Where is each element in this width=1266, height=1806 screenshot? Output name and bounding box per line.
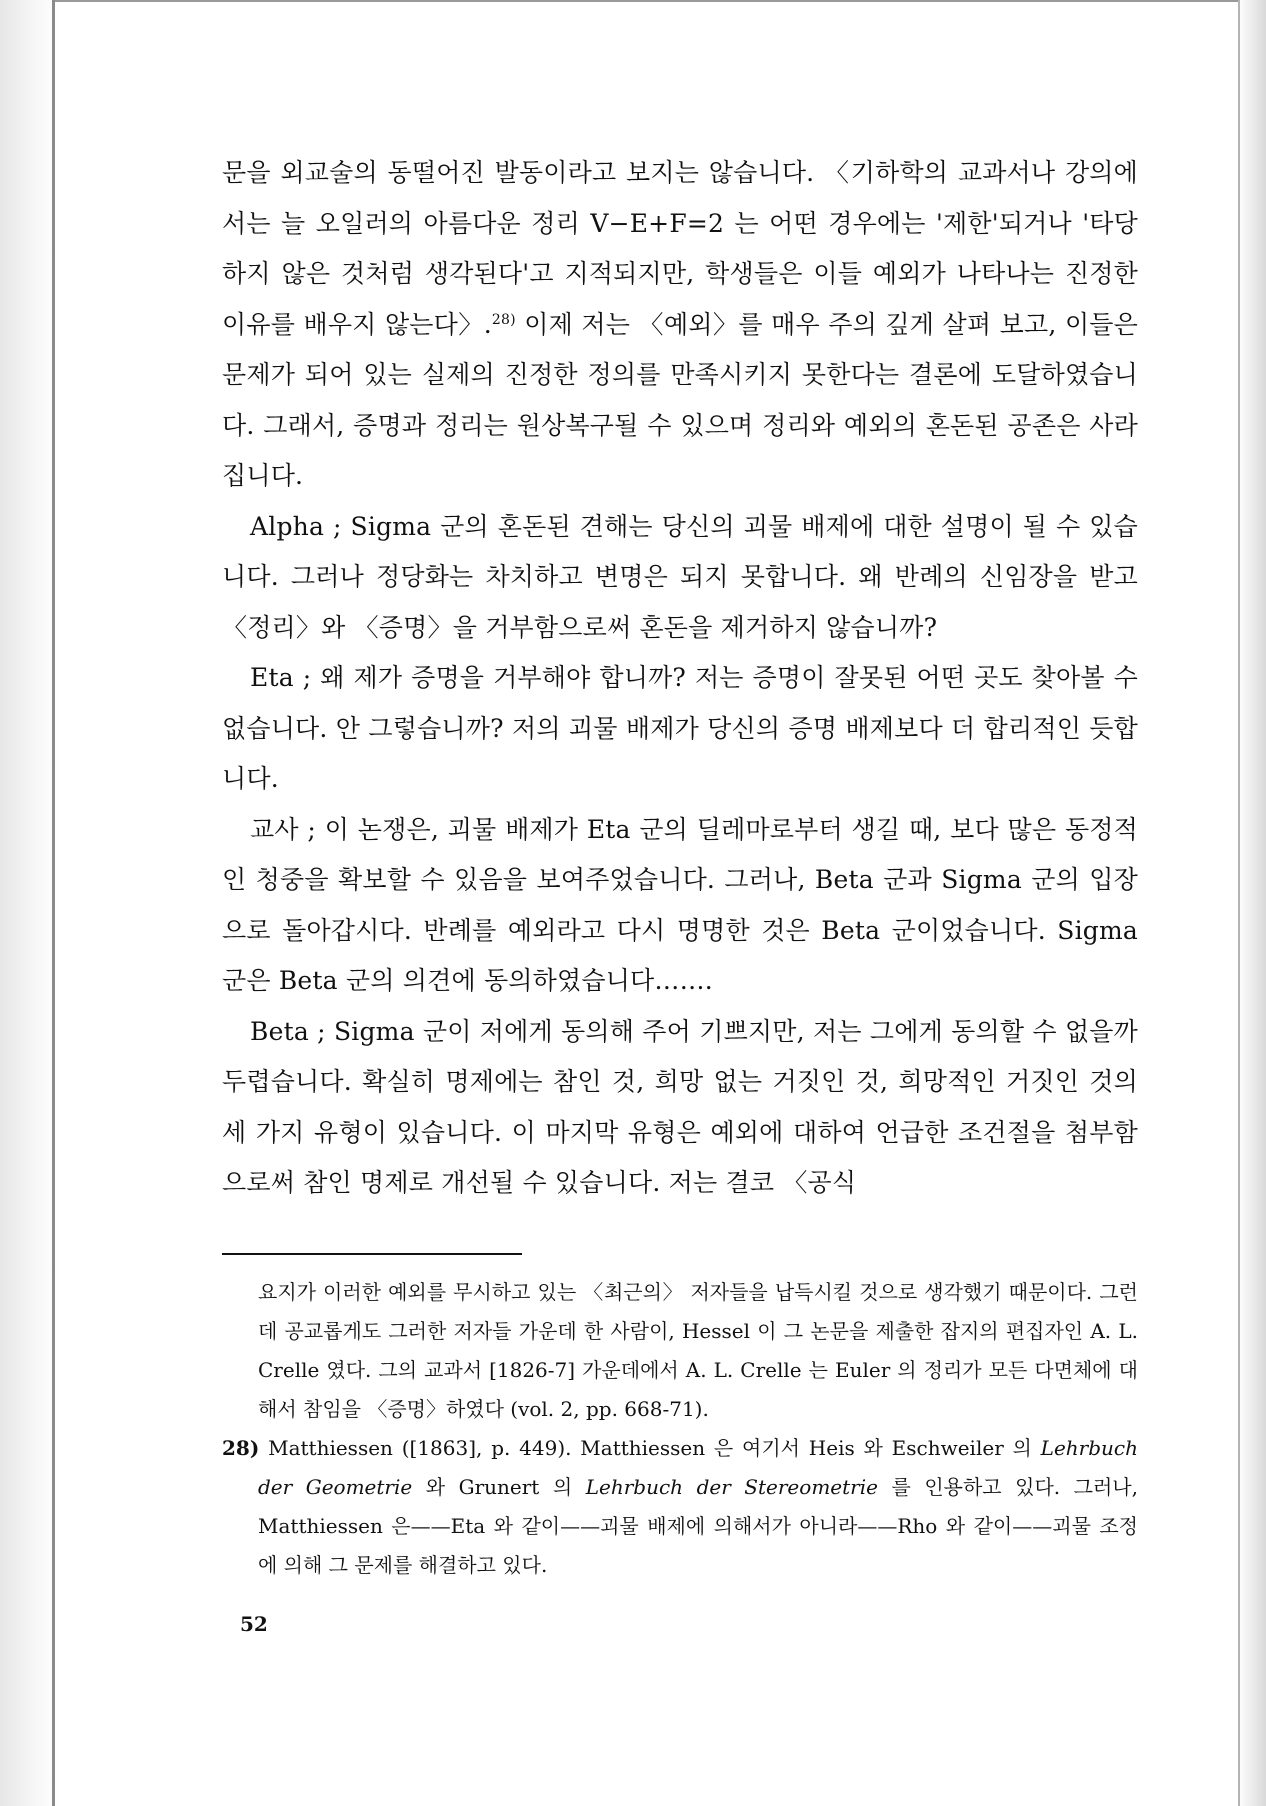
paragraph-alpha: Alpha ; Sigma 군의 혼돈된 견해는 당신의 괴물 배제에 대한 설명이 될 수 있습니다. 그러나 정당화는 차치하고 변명은 되지 못합니다. 왜 반례의 신임장을 받고 〈정리〉와 〈증명〉을 거부함으로써 혼돈을 제거하지 않습니까?: [222, 511, 1138, 642]
page-right-edge: [1238, 0, 1240, 1806]
footnote-text-3: 를 인용하고 있다. 그러나, Matthiessen 은——Eta 와 같이——괴물 배제에 의해서가 아니라——Rho 와 같이——괴물 조정에 의해 그 문제를 해결하고 있다.: [258, 1474, 1138, 1577]
footnotes: [222, 1273, 1138, 1585]
paragraph-beta: Beta ; Sigma 군이 저에게 동의해 주어 기쁘지만, 저는 그에게 동의할 수 없을까 두렵습니다. 확실히 명제에는 참인 것, 희망 없는 거짓인 것, 희망적인 거짓인 것의 세 가지 유형이 있습니다. 이 마지막 유형은 예외에 대하여 언급한 조건절을 첨부함으로써 참인 명제로 개선될 수 있습니다. 저는 결코 〈공식: [222, 1016, 1138, 1197]
footnote-text-1: Matthiessen ([1863], p. 449). Matthiessen 은 여기서 Heis 와 Eschweiler 의: [259, 1435, 1041, 1460]
page-right-shadow: [1238, 0, 1266, 1806]
page-number: 52: [240, 1612, 268, 1636]
footnote-text-2: 와 Grunert 의: [412, 1474, 586, 1499]
paragraph-continuation: [222, 148, 1138, 502]
paragraph-text: 문을 외교술의 동떨어진 발동이라고 보지는 않습니다. 〈기하학의 교과서나 강의에서는 늘 오일러의 아름다운 정리 V−E+F=2 는 어떤 경우에는 '제한'되거나 '타당하지 않은 것처럼 생각된다'고 지적되지만, 학생들은 이들 예외가 나타나는 진정한 이유를 배우지 않는다〉.: [222, 158, 1138, 339]
footnote-number: 28): [222, 1435, 260, 1460]
page-top-edge: [55, 0, 1266, 2]
page-gutter-shadow: [0, 0, 60, 1806]
page-left-edge: [52, 0, 55, 1806]
paragraph-eta: Eta ; 왜 제가 증명을 거부해야 합니까? 저는 증명이 잘못된 어떤 곳도 찾아볼 수 없습니다. 안 그렇습니까? 저의 괴물 배제가 당신의 증명 배제보다 더 합리적인 듯합니다.: [222, 663, 1138, 793]
book-title-stereometrie: Lehrbuch der Stereometrie: [585, 1474, 878, 1499]
page-body: [222, 148, 1138, 1585]
footnote-reference: 28): [491, 311, 516, 328]
footnote-divider: [222, 1253, 522, 1255]
paragraph-text-continued: 이제 저는 〈예외〉를 매우 주의 깊게 살펴 보고, 이들은 문제가 되어 있는 실제의 진정한 정의를 만족시키지 못한다는 결론에 도달하였습니다. 그래서, 증명과 정리는 원상복구될 수 있으며 정리와 예외의 혼돈된 공존은 사라집니다.: [222, 309, 1138, 490]
footnote-28: [222, 1429, 1138, 1585]
footnote-continuation: 요지가 이러한 예외를 무시하고 있는 〈최근의〉 저자들을 납득시킬 것으로 생각했기 때문이다. 그런데 공교롭게도 그러한 저자들 가운데 한 사람이, Hessel 이 그 논문을 제출한 잡지의 편집자인 A. L. Crelle 였다. 그의 교과서 [1826-7] 가운데에서 A. L. Crelle 는 Euler 의 정리가 모든 다면체에 대해서 참임을 〈증명〉하였다 (vol. 2, pp. 668-71).: [258, 1279, 1138, 1421]
paragraph-teacher: 교사 ; 이 논쟁은, 괴물 배제가 Eta 군의 딜레마로부터 생길 때, 보다 많은 동정적인 청중을 확보할 수 있음을 보여주었습니다. 그러나, Beta 군과 Sigma 군의 입장으로 돌아갑시다. 반례를 예외라고 다시 명명한 것은 Beta 군이었습니다. Sigma 군은 Beta 군의 의견에 동의하였습니다…….: [222, 814, 1138, 995]
main-text: [222, 148, 1138, 1209]
book-title-geometrie: Lehrbuch der Geometrie: [258, 1435, 1138, 1499]
